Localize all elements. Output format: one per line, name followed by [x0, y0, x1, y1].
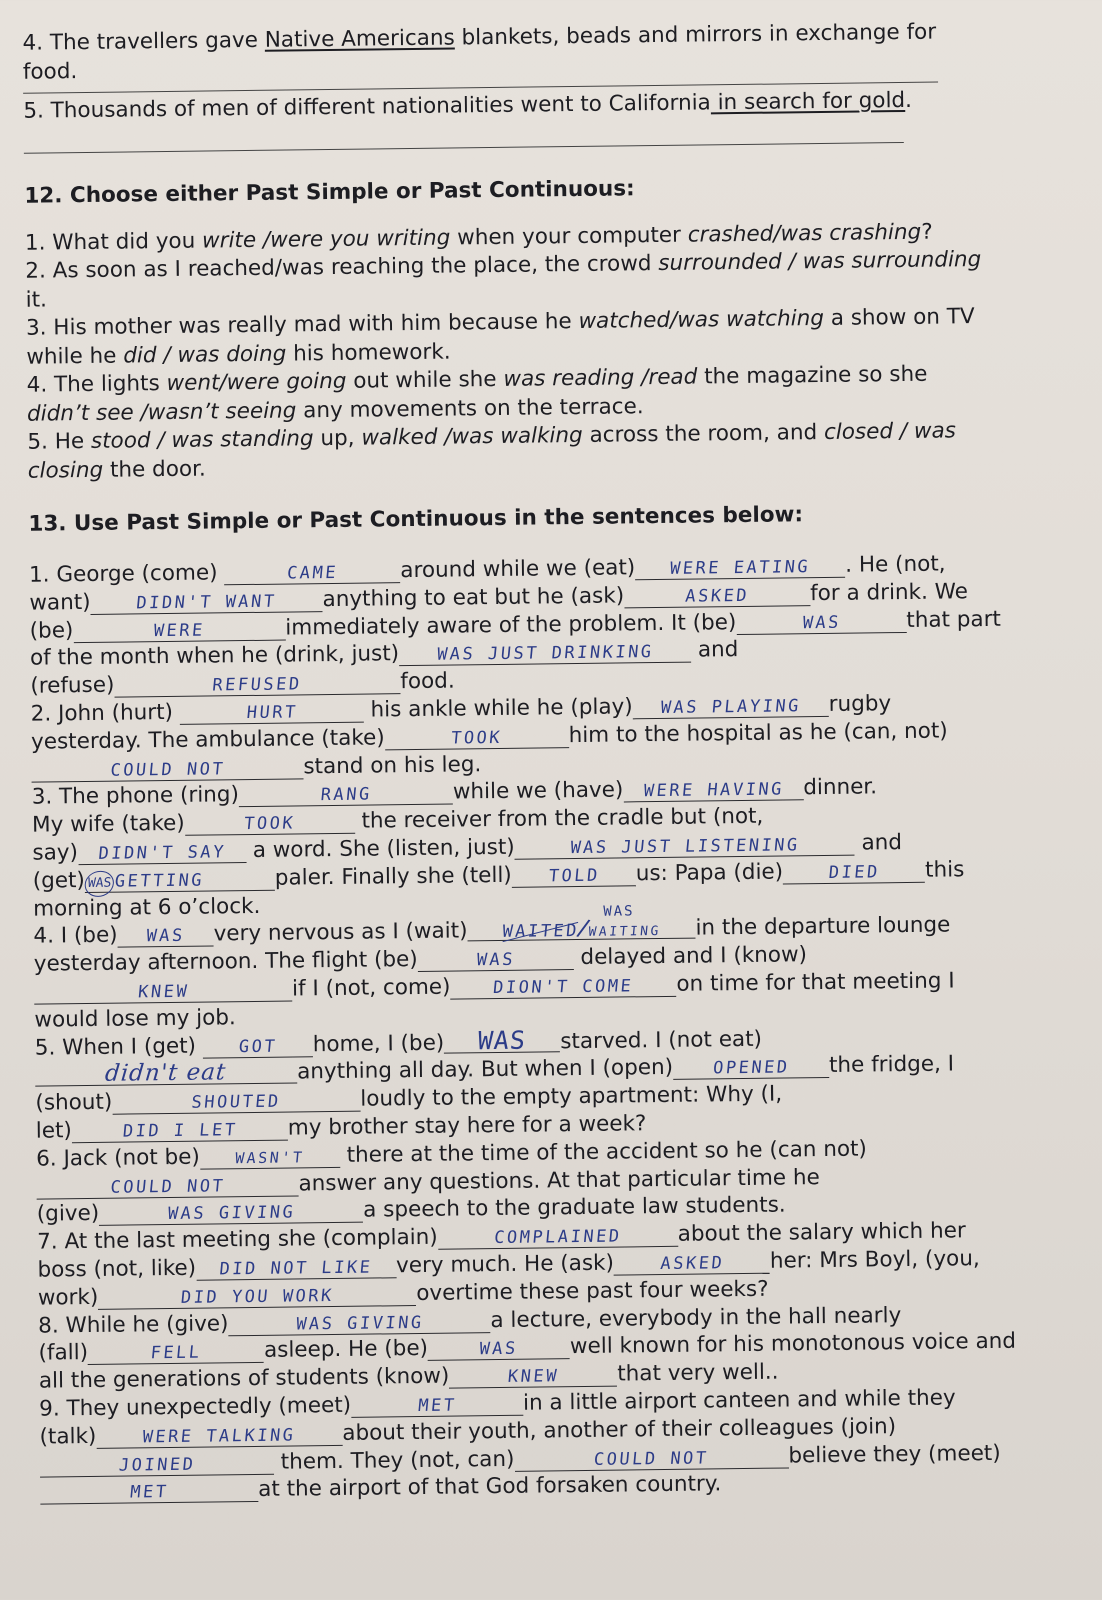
s13-item-8: 8. While he (give) WAS GIVING a lecture, everybody in the hall nearly — [38, 1302, 902, 1339]
circled-word: WAS — [84, 870, 116, 896]
answer-blank[interactable]: COULD NOT — [31, 755, 303, 782]
answer-blank[interactable]: TOOK — [185, 810, 355, 836]
s12-item-4: 4. The lights went/were going out while she was reading /read the magazine so she — [26, 361, 928, 398]
answer-blank[interactable]: WERE — [73, 616, 285, 643]
prev-exercise: 4. The travellers gave Native Americans blankets, beads and mirrors in exchange for food. 5. Thousands of men of different nationalities went to California in search for gold. — [22, 17, 1047, 153]
answer-blank[interactable]: KNEW — [34, 977, 292, 1004]
prev-item-5: 5. Thousands of men of different nationalities went to California in search for gold. — [23, 87, 913, 124]
answer-blank[interactable]: TOLD — [512, 862, 636, 888]
answer-blank[interactable]: FELL — [88, 1339, 264, 1365]
answer-blank[interactable]: COULD NOT — [36, 1172, 298, 1199]
answer-blank[interactable]: DID YOU WORK — [98, 1282, 416, 1310]
answer-blank[interactable]: WAS — [736, 609, 906, 635]
answer-blank[interactable]: WAS GIVING — [99, 1199, 363, 1226]
answer-blank[interactable]: REFUSED — [114, 670, 400, 697]
answer-blank[interactable]: GOT — [203, 1033, 313, 1058]
s13-item-3: 3. The phone (ring) RANG while we (have) WERE HAVING dinner. — [31, 774, 878, 811]
answer-blank[interactable]: TOOK — [384, 724, 568, 750]
answer-blank[interactable]: WAS JUST DRINKING — [399, 639, 691, 667]
answer-blank[interactable]: COULD NOT — [514, 1444, 788, 1471]
answer-blank[interactable]: WAITED/WAITING WAS — [467, 915, 695, 942]
answer-blank[interactable]: JOINED — [40, 1450, 274, 1477]
answer-blank[interactable]: WAS PLAYING — [633, 693, 829, 719]
crossed-out-word: WAITED — [501, 919, 580, 944]
s12-item-1: 1. What did you write /were you writing when your computer crashed/was crashing? — [24, 219, 933, 256]
answer-line — [24, 141, 904, 153]
answer-blank[interactable]: DID I LET — [72, 1117, 288, 1144]
s12-item-3: 3. His mother was really mad with him because he watched/was watching a show on TV — [25, 304, 975, 341]
answer-blank[interactable]: WAS — [428, 1335, 570, 1361]
underlined-phrase: Native Americans — [264, 25, 455, 53]
answer-blank[interactable]: WAS — [418, 946, 574, 972]
s13-item-7: 7. At the last meeting she (complain) COMPLAINED about the salary which her — [37, 1218, 966, 1255]
s12-item-5: 5. He stood / was standing up, walked /was walking across the room, and closed / was — [27, 418, 957, 455]
s13-item-2: 2. John (hurt) HURT his ankle while he (play) WAS PLAYING rugby — [30, 691, 892, 727]
answer-blank[interactable]: HURT — [180, 699, 364, 725]
answer-blank[interactable]: didn't eat — [35, 1060, 297, 1087]
answer-blank[interactable]: OPENED — [673, 1054, 829, 1080]
answer-blank[interactable]: WASGETTING — [85, 866, 275, 892]
s12-item-2: 2. As soon as I reached/was reaching the place, the crowd surrounded / was surrounding — [25, 247, 982, 284]
section-13-items: 1. George (come) CAME around while we (eat) WERE EATING . He (not, want) DIDN'T WANT anything to eat but he (ask) ASKED for a drink. We (be) WERE immediately aware of the problem. It (be) WAS that part of the month when he (drink, just) WAS JUST DRINKING and (refuse) REFUSED food. 2. John (hurt) HURT his ankle while he (play) WAS PLAYING rugby yesterday. The ambulance (take) TOOK him to the hospital as he (can, not) COULD NOT stand on his leg. 3. The phone (ring) RANG while we (have) WERE HAVING dinner. My wife (take) TOOK the receiver from the cradle but (not, say) DIDN'T SAY a word. She (listen, just) WAS JUST LISTENING and (get) WASGETTING paler. Finally she (tell) TOLD us: Papa (die) DIED this morning at 6 o’clock. 4. I (be) WAS very nervous as I (wait) WAITED/WAITING WAS in the departure lounge yesterday afternoon. The flight (be) WAS delayed and I (know) KNEW if I (not, come) DION'T COME on time for that meeting I would lose my job. 5. When I (get) GOT home, I (be) WAS starved. I (not eat) didn't eat anything all day. But when I (open) OPENED the fridge, I (shout) SHOUTED loudly to the empty apartment: Why (I, let) DID I LET my brother stay here for a week? 6. Jack (not be) WASN'T there at the time of the accident so he (can not) COULD NOT answer any questions. At that particular time he (give) WAS GIVING a speech to the graduate law students. 7. At the last meeting she (complain) COMPLAINED about the salary which her boss (not, like) DID NOT LIKE very much. He (ask) ASKED her: Mrs Boyl, (you, work) DID YOU WORK overtime these past four weeks? 8. While he (give) WAS GIVING a lecture, everybody in the hall nearly (fall) FELL asleep. He (be) WAS well known for his monotonous voice and all the generations of students (know) KNEW that very well.. 9. They unexpectedly (meet) MET in a little airport canteen and while they (talk) WERE TALKING about their youth, another of their colleagues (join) JOINED them. They (not, can) COULD NOT believe they (meet) MET at the airport of that God forsaken country. — [29, 549, 1064, 1507]
answer-blank[interactable]: WAS GIVING — [228, 1309, 490, 1336]
section-13-title: 13. Use Past Simple or Past Continuous in the sentences below: — [28, 502, 804, 537]
slash-mark: / — [575, 913, 592, 943]
answer-blank[interactable]: WERE HAVING — [623, 777, 803, 803]
s13-item-6: 6. Jack (not be) WASN'T there at the time of the accident so he (can not) — [36, 1136, 868, 1172]
s13-item-4: 4. I (be) WAS very nervous as I (wait) WAITED/WAITING WAS in the departure lounge — [33, 903, 951, 950]
answer-blank[interactable]: ASKED — [624, 582, 810, 608]
answer-blank[interactable]: RANG — [239, 781, 453, 808]
answer-blank[interactable]: DION'T COME — [450, 973, 676, 1000]
s13-item-5: 5. When I (get) GOT home, I (be) WAS starved. I (not eat) — [34, 1025, 763, 1061]
answer-blank[interactable]: ASKED — [614, 1250, 770, 1276]
answer-blank[interactable]: DIED — [783, 859, 925, 885]
answer-blank[interactable]: WERE TALKING — [96, 1422, 342, 1449]
answer-blank[interactable]: MET — [40, 1478, 258, 1505]
s13-item-9: 9. They unexpectedly (meet) MET in a little airport canteen and while they — [39, 1385, 956, 1422]
answer-blank[interactable]: DID NOT LIKE — [196, 1254, 396, 1280]
answer-blank[interactable]: DIDN'T SAY — [78, 839, 246, 865]
prev-item-4: 4. The travellers gave Native Americans blankets, beads and mirrors in exchange for — [22, 19, 937, 56]
answer-blank[interactable]: SHOUTED — [112, 1088, 360, 1115]
answer-blank[interactable]: WAS — [444, 1028, 560, 1053]
answer-blank[interactable]: KNEW — [449, 1363, 617, 1389]
section-12-title: 12. Choose either Past Simple or Past Continuous: — [24, 175, 635, 209]
answer-blank[interactable]: WAS — [117, 923, 213, 948]
answer-blank[interactable]: WERE EATING — [635, 554, 845, 581]
answer-blank[interactable]: MET — [351, 1392, 523, 1418]
section-12-items: 1. What did you write /were you writing when your computer crashed/was crashing? 2. As soon as I reached/was reaching the place, the crowd surrounded / was surrounding it. 3. His mother was really mad with him because he watched/was watching a show on TV while he did / was doing his homework. 4. The lights went/were going out while she was reading /read the magazine so she didn’t see /wasn’t seeing any movements on the terrace. 5. He stood / was standing up, walked /was walking across the room, and closed / was closing the door. — [25, 217, 1052, 486]
answer-blank[interactable]: WASN'T — [200, 1144, 340, 1170]
underlined-phrase: in search for gold — [710, 87, 906, 116]
answer-blank[interactable]: CAME — [224, 559, 400, 585]
answer-blank[interactable]: COMPLAINED — [438, 1223, 678, 1250]
answer-blank[interactable]: DIDN'T WANT — [90, 588, 322, 615]
answer-blank[interactable]: WAS JUST LISTENING — [515, 832, 855, 860]
s13-item-1: 1. George (come) CAME around while we (eat) WERE EATING . He (not, — [28, 551, 946, 588]
